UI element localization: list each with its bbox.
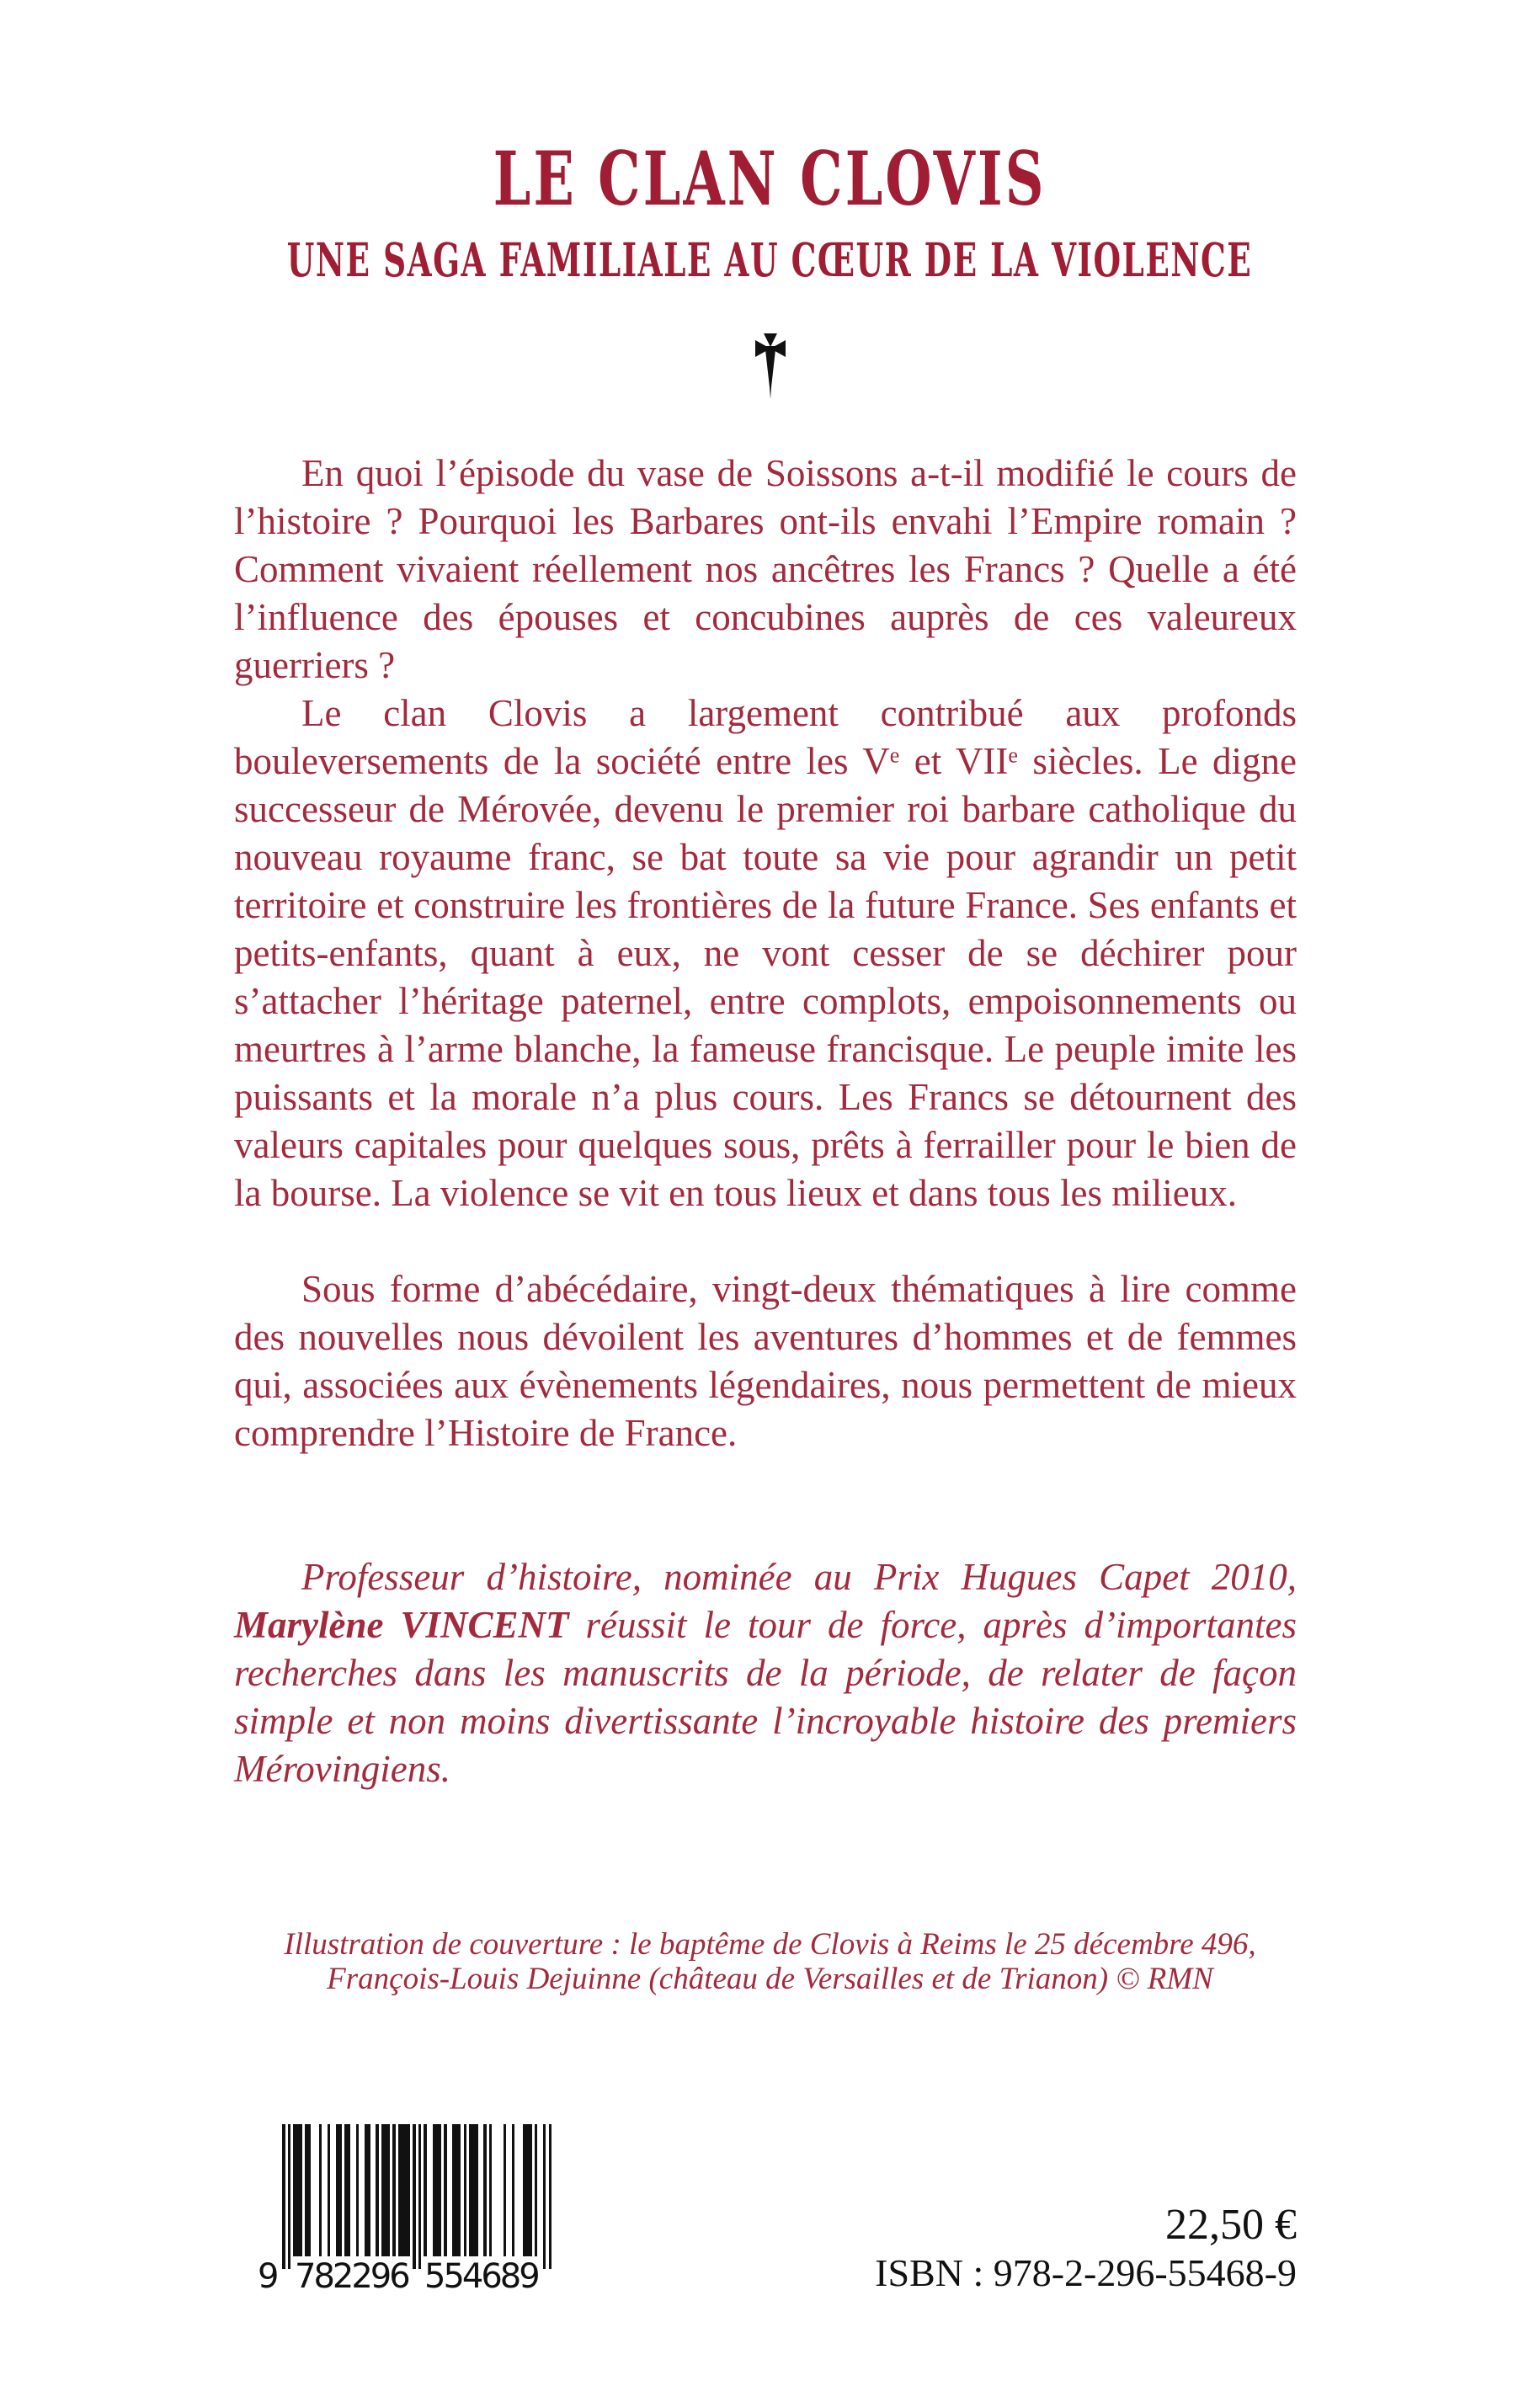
paragraph-author-note: Professeur d’histoire, nominée au Prix Hugues Capet 2010, Marylène VINCENT réussit le tour de force, après d’importantes recherches dans les manuscrits de la période, de relater de façon simple et non moins divertissante l’incroyable histoire des premiers Mérovingiens. <box>234 1556 1297 1790</box>
credit-line-2: François-Louis Dejuinne (château de Versailles et de Trianon) © RMN <box>327 1962 1213 1996</box>
book-title-text: LE CLAN CLOVIS <box>493 135 1047 222</box>
cover-illustration-credit <box>0 1927 1540 1996</box>
paragraph-questions: En quoi l’épisode du vase de Soissons a-t-il modifié le cours de l’histoire ? Pourquoi les Barbares ont-ils envahi l’Empire romain ? Comment vivaient réellement nos ancêtres les Francs ? Quelle a été l’influence des épouses et concubines auprès de ces valeureux guerriers ? <box>234 452 1297 686</box>
price: 22,50 € <box>1165 2201 1297 2249</box>
barcode-left-digits: 782296 <box>295 2257 408 2296</box>
ean13-barcode <box>258 2124 552 2296</box>
paragraph-synopsis: Le clan Clovis a largement contribué aux profonds bouleversements de la société entre les Ve et VIIe siècles. Le digne successeur de Mérovée, devenu le premier roi barbare catholique du nouveau royaume franc, se bat toute sa vie pour agrandir un petit territoire et construire les frontières de la future France. Ses enfants et petits-enfants, quant à eux, ne vont cesser de se déchirer pour s’attacher l’héritage paternel, entre complots, empoisonnements ou meurtres à l’arme blanche, la fameuse francisque. Le peuple imite les puissants et la morale n’a plus cours. Les Francs se détournent des valeurs capitales pour quelques sous, prêts à ferrailler pour le bien de la bourse. La violence se vit en tous lieux et dans tous les milieux. <box>234 692 1298 1214</box>
back-cover-text <box>234 450 1297 1793</box>
book-title <box>0 135 1540 222</box>
book-subtitle <box>0 232 1540 287</box>
isbn: ISBN : 978-2-296-55468-9 <box>875 2251 1297 2294</box>
barcode-first-digit: 9 <box>258 2257 280 2296</box>
barcode-bars <box>282 2124 552 2269</box>
price-isbn-block <box>875 2201 1297 2295</box>
book-subtitle-text: UNE SAGA FAMILIALE AU CŒUR DE LA VIOLENCE <box>287 232 1253 287</box>
barcode-right-digits: 554689 <box>424 2257 538 2296</box>
paragraph-abecedaire: Sous forme d’abécédaire, vingt-deux thématiques à lire comme des nouvelles nous dévoilent les aventures d’hommes et de femmes qui, associées aux évènements légendaires, nous permettent de mieux comprendre l’Histoire de France. <box>234 1268 1297 1454</box>
dagger-cross-icon <box>0 333 1540 403</box>
credit-line-1: Illustration de couverture : le baptême de Clovis à Reims le 25 décembre 496, <box>284 1927 1256 1962</box>
